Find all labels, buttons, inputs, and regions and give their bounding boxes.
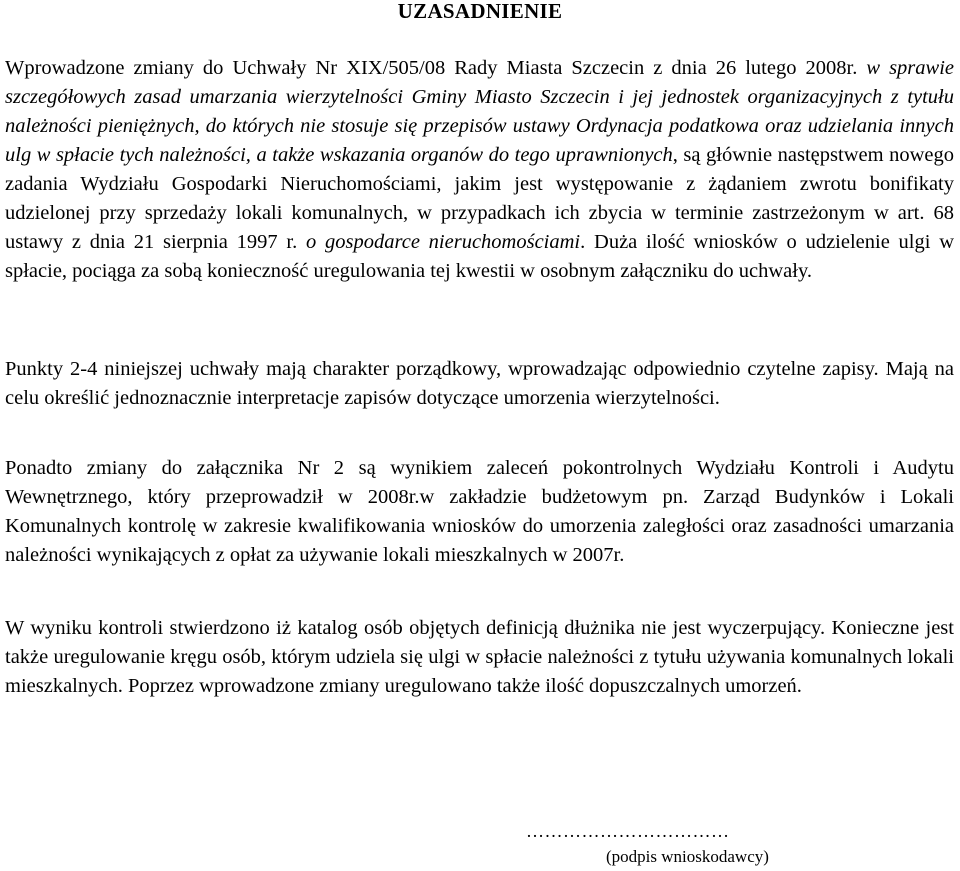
document-title: UZASADNIENIE (397, 0, 563, 23)
paragraph-1-italic-title: w sprawie szczegółowych zasad umarzania wierzytelności Gminy Miasto Szczecin i jej jednostek organizacyjnych z tytułu należności pieniężnych, do których nie stosuje się przepisów ustawy Ordynacja podatkowa oraz udzielania innych ulg w spłacie tych należności, a także wskazania organów do tego uprawnionych (5, 57, 955, 166)
paragraph-1-tail: . Duża ilość wniosków o udzielenie ulgi w spłacie, pociąga za sobą konieczność uregulowania tej kwestii w osobnym załączniku do uchwały. (5, 231, 955, 282)
paragraph-1-italic-act: o gospodarce nieruchomościami (306, 231, 581, 253)
paragraph-1 (5, 54, 954, 286)
paragraph-2: Punkty 2-4 niniejszej uchwały mają charakter porządkowy, wprowadzając odpowiednio czytelne zapisy. Mają na celu określić jednoznacznie interpretacje zapisów dotyczące umorzenia wierzytelności. (5, 358, 954, 409)
signature-line: …………………………… (526, 821, 730, 841)
paragraph-3: Ponadto zmiany do załącznika Nr 2 są wynikiem zaleceń pokontrolnych Wydziału Kontroli i Audytu Wewnętrznego, który przeprowadził w 2008r.w zakładzie budżetowym pn. Zarząd Budynków i Lokali Komunalnych kontrolę w zakresie kwalifikowania wniosków do umorzenia zaległości oraz zasadności umarzania należności wynikających z opłat za używanie lokali mieszkalnych w 2007r. (5, 457, 954, 566)
paragraph-4: W wyniku kontroli stwierdzono iż katalog osób objętych definicją dłużnika nie jest wyczerpujący. Konieczne jest także uregulowanie kręgu osób, którym udziela się ulgi w spłacie należności z tytułu używania komunalnych lokali mieszkalnych. Poprzez wprowadzone zmiany uregulowano także ilość dopuszczalnych umorzeń. (5, 617, 954, 697)
paragraph-1-mid: , są głównie następstwem nowego zadania Wydziału Gospodarki Nieruchomościami, jakim jest występowanie z żądaniem zwrotu bonifikaty udzielonej przy sprzedaży lokali komunalnych, w przypadkach ich zbycia w terminie zastrzeżonym w art. 68 ustawy z dnia 21 sierpnia 1997 r. (5, 144, 954, 253)
paragraph-1-lead: Wprowadzone zmiany do Uchwały Nr XIX/505/08 Rady Miasta Szczecin z dnia 26 lutego 2008r. (5, 57, 867, 79)
signature-label: (podpis wnioskodawcy) (606, 847, 769, 866)
